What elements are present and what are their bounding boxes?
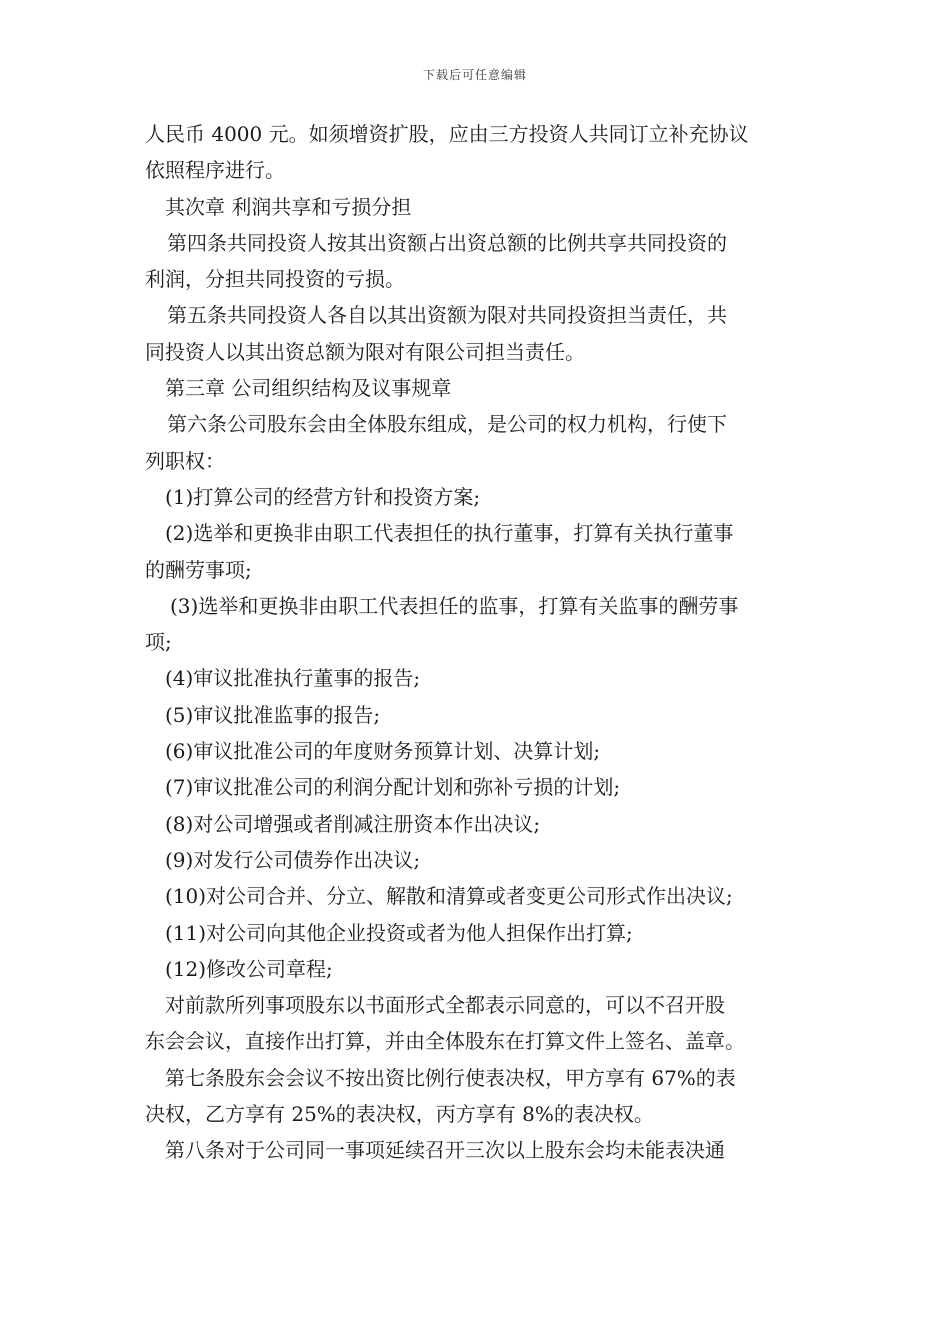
- list-item: (4)审议批准执行董事的报告;: [165, 666, 421, 691]
- paragraph-line: 决权，乙方享有 25%的表决权，丙方享有 8%的表决权。: [145, 1102, 654, 1127]
- paragraph-line: 人民币 4000 元。如须增资扩股，应由三方投资人共同订立补充协议: [145, 122, 749, 146]
- list-item: (12)修改公司章程;: [165, 956, 333, 981]
- paragraph-line: 第六条公司股东会由全体股东组成，是公司的权力机构，行使下: [167, 412, 727, 437]
- page-header: 下载后可任意编辑: [422, 68, 527, 82]
- paragraph-line: 依照程序进行。: [145, 158, 285, 183]
- paragraph-line: 第五条共同投资人各自以其出资额为限对共同投资担当责任，共: [167, 303, 727, 328]
- document-body: [145, 116, 813, 1169]
- list-item: (1)打算公司的经营方针和投资方案;: [165, 484, 481, 509]
- list-item: (11)对公司向其他企业投资或者为他人担保作出打算;: [165, 920, 633, 945]
- paragraph-line: 东会会议，直接作出打算，并由全体股东在打算文件上签名、盖章。: [145, 1029, 745, 1054]
- list-item-continuation: 的酬劳事项;: [145, 557, 252, 582]
- paragraph-line: 同投资人以其出资总额为限对有限公司担当责任。: [145, 339, 585, 364]
- list-item: (6)审议批准公司的年度财务预算计划、决算计划;: [165, 739, 601, 764]
- paragraph-line: 第八条对于公司同一事项延续召开三次以上股东会均未能表决通: [165, 1138, 725, 1163]
- list-item: (10)对公司合并、分立、解散和清算或者变更公司形式作出决议;: [165, 884, 733, 909]
- list-item: (8)对公司增强或者削减注册资本作出决议;: [165, 811, 541, 836]
- list-item: (7)审议批准公司的利润分配计划和弥补亏损的计划;: [165, 775, 621, 800]
- list-item: (2)选举和更换非由职工代表担任的执行董事，打算有关执行董事: [165, 521, 734, 546]
- paragraph-line: 列职权：: [145, 448, 225, 473]
- chapter-heading: 其次章 利润共享和亏损分担: [165, 194, 412, 219]
- paragraph-line: 对前款所列事项股东以书面形式全都表示同意的，可以不召开股: [165, 993, 725, 1018]
- list-item: (5)审议批准监事的报告;: [165, 702, 381, 727]
- chapter-heading: 第三章 公司组织结构及议事规章: [165, 376, 452, 401]
- paragraph-line: 第四条共同投资人按其出资额占出资总额的比例共享共同投资的: [167, 230, 727, 255]
- paragraph-line: 第七条股东会会议不按出资比例行使表决权，甲方享有 67%的表: [165, 1065, 736, 1090]
- paragraph-line: 利润，分担共同投资的亏损。: [145, 267, 405, 292]
- list-item: (9)对发行公司债券作出决议;: [165, 847, 421, 872]
- list-item: (3)选举和更换非由职工代表担任的监事，打算有关监事的酬劳事: [170, 593, 739, 618]
- list-item-continuation: 项;: [145, 630, 172, 655]
